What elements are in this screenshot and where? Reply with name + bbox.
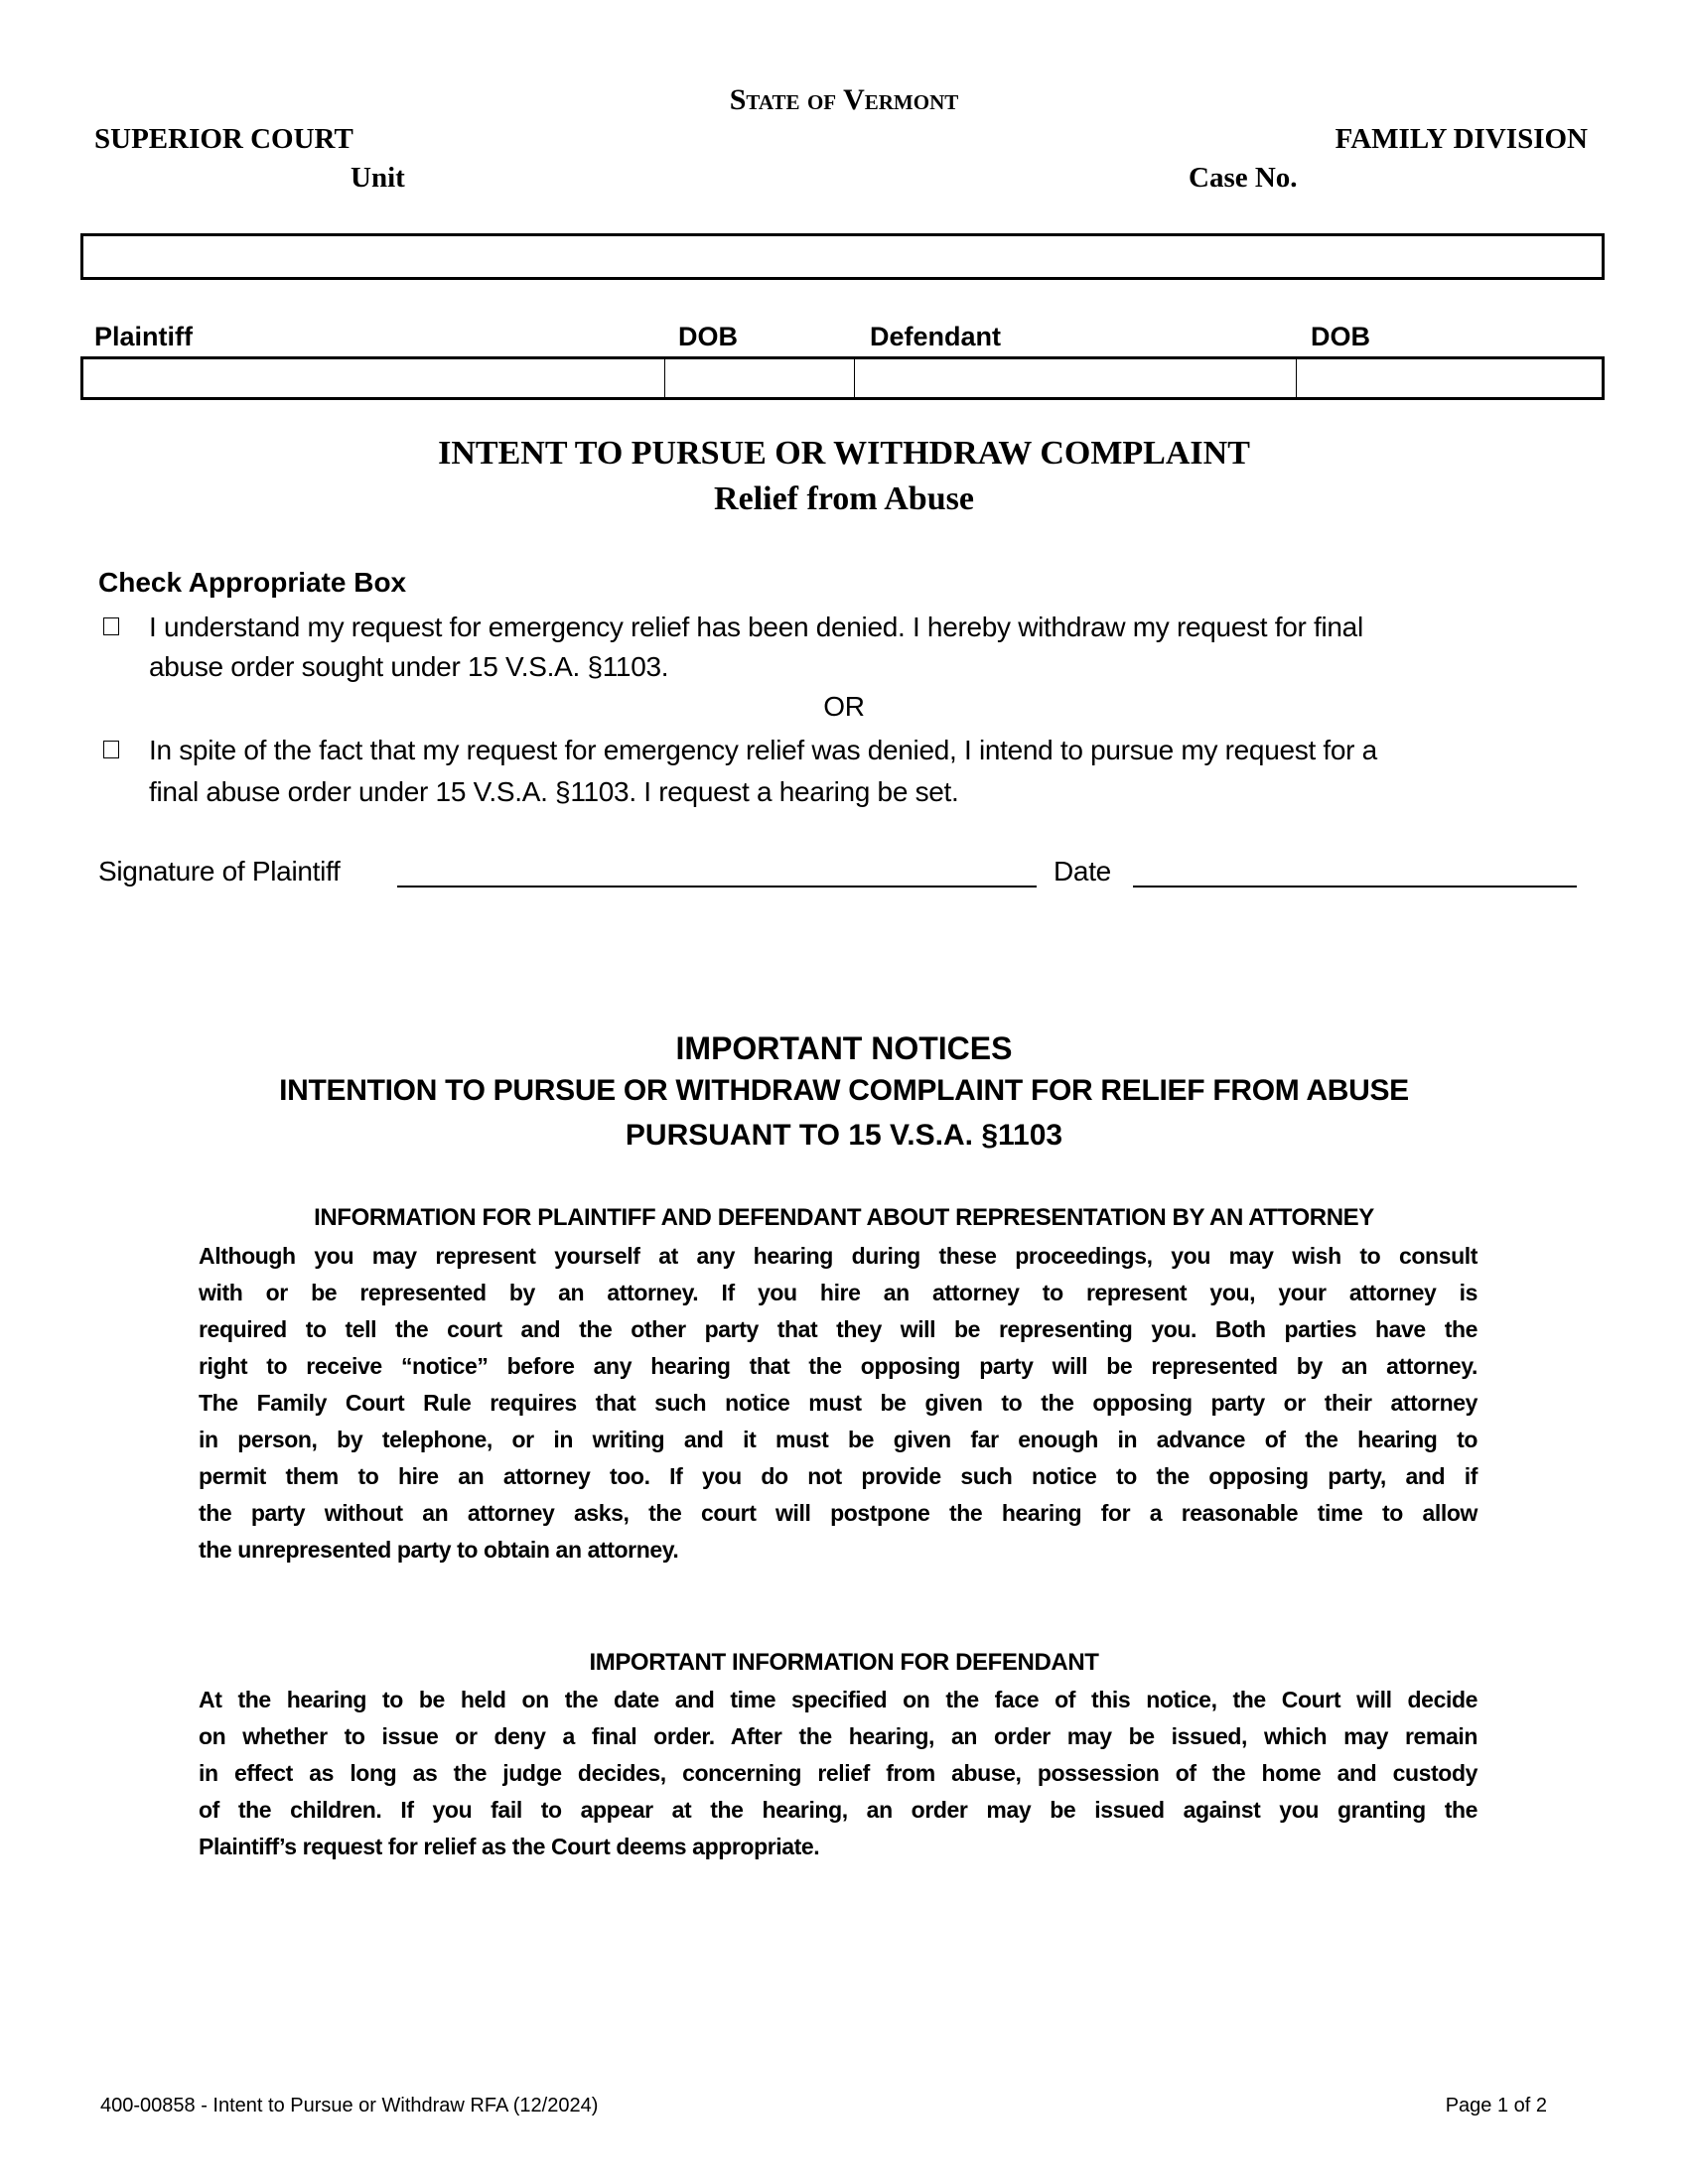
state-heading: State of Vermont (729, 83, 959, 116)
attorney-heading: INFORMATION FOR PLAINTIFF AND DEFENDANT ABOUT REPRESENTATION BY AN ATTORNEY (314, 1204, 1374, 1231)
plaintiff-label: Plaintiff (94, 322, 193, 351)
option1-line: I understand my request for emergency relief has been denied. I hereby withdraw my request for final (149, 612, 1363, 642)
defendant-heading: IMPORTANT INFORMATION FOR DEFENDANT (589, 1649, 1099, 1676)
form-title: INTENT TO PURSUE OR WITHDRAW COMPLAINT (438, 435, 1250, 472)
form-subtitle: Relief from Abuse (714, 480, 974, 517)
option2-line: In spite of the fact that my request for emergency relief was denied, I intend to pursue my request for a (149, 735, 1377, 765)
paragraph-line: the party without an attorney asks, the court will postpone the hearing for a reasonable time to allow (199, 1500, 1477, 1526)
withdraw-checkbox[interactable] (103, 617, 119, 635)
attorney-paragraph (199, 1238, 1477, 1569)
parties-table (80, 356, 1605, 400)
paragraph-line: right to receive “notice” before any hearing that the opposing party will be represented by an attorney. (199, 1353, 1477, 1379)
paragraph-line: with or be represented by an attorney. If you hire an attorney to represent you, your attorney is (199, 1280, 1477, 1305)
page-number: Page 1 of 2 (1445, 2095, 1547, 2116)
defendant-paragraph (199, 1682, 1477, 1865)
paragraph-line: Plaintiff’s request for relief as the Court deems appropriate. (199, 1834, 820, 1859)
paragraph-line: The Family Court Rule requires that such notice must be given to the opposing party or their attorney (199, 1390, 1477, 1416)
paragraph-line: permit them to hire an attorney too. If you do not provide such notice to the opposing party, and if (199, 1463, 1477, 1489)
family-division-label: FAMILY DIVISION (1335, 123, 1588, 155)
paragraph-line: Although you may represent yourself at any hearing during these proceedings, you may wish to consult (199, 1243, 1477, 1269)
paragraph-line: in person, by telephone, or in writing and it must be given far enough in advance of the hearing to (199, 1427, 1477, 1452)
option1-line: abuse order sought under 15 V.S.A. §1103. (149, 651, 669, 682)
superior-court-label: SUPERIOR COURT (94, 123, 353, 155)
notices-subtitle: INTENTION TO PURSUE OR WITHDRAW COMPLAINT FOR RELIEF FROM ABUSE (279, 1074, 1409, 1107)
date-label: Date (1054, 856, 1111, 887)
case-no-label: Case No. (1189, 162, 1298, 194)
notices-statute: PURSUANT TO 15 V.S.A. §1103 (625, 1119, 1063, 1152)
paragraph-line: the unrepresented party to obtain an attorney. (199, 1537, 679, 1563)
paragraph-line: of the children. If you fail to appear at the hearing, an order may be issued against you granting the (199, 1797, 1477, 1823)
divider (854, 359, 855, 397)
signature-line[interactable] (397, 886, 1037, 887)
plaintiff-dob-label: DOB (678, 322, 738, 351)
date-line[interactable] (1133, 886, 1577, 887)
caption-field[interactable] (80, 233, 1605, 280)
unit-label: Unit (351, 162, 405, 194)
signature-label: Signature of Plaintiff (98, 856, 341, 887)
notices-title: IMPORTANT NOTICES (675, 1030, 1013, 1066)
or-label: OR (823, 691, 865, 722)
defendant-label: Defendant (870, 322, 1002, 351)
divider (1296, 359, 1297, 397)
pursue-checkbox[interactable] (103, 741, 119, 758)
paragraph-line: At the hearing to be held on the date and time specified on the face of this notice, the Court will decide (199, 1687, 1477, 1712)
paragraph-line: in effect as long as the judge decides, concerning relief from abuse, possession of the home and custody (199, 1760, 1477, 1786)
defendant-dob-label: DOB (1311, 322, 1370, 351)
option2-line: final abuse order under 15 V.S.A. §1103. I request a hearing be set. (149, 776, 959, 807)
paragraph-line: on whether to issue or deny a final order. After the hearing, an order may be issued, which may remain (199, 1723, 1477, 1749)
paragraph-line: required to tell the court and the other party that they will be representing you. Both parties have the (199, 1316, 1477, 1342)
divider (664, 359, 665, 397)
check-box-heading: Check Appropriate Box (98, 567, 407, 598)
form-id: 400-00858 - Intent to Pursue or Withdraw RFA (12/2024) (100, 2095, 599, 2116)
